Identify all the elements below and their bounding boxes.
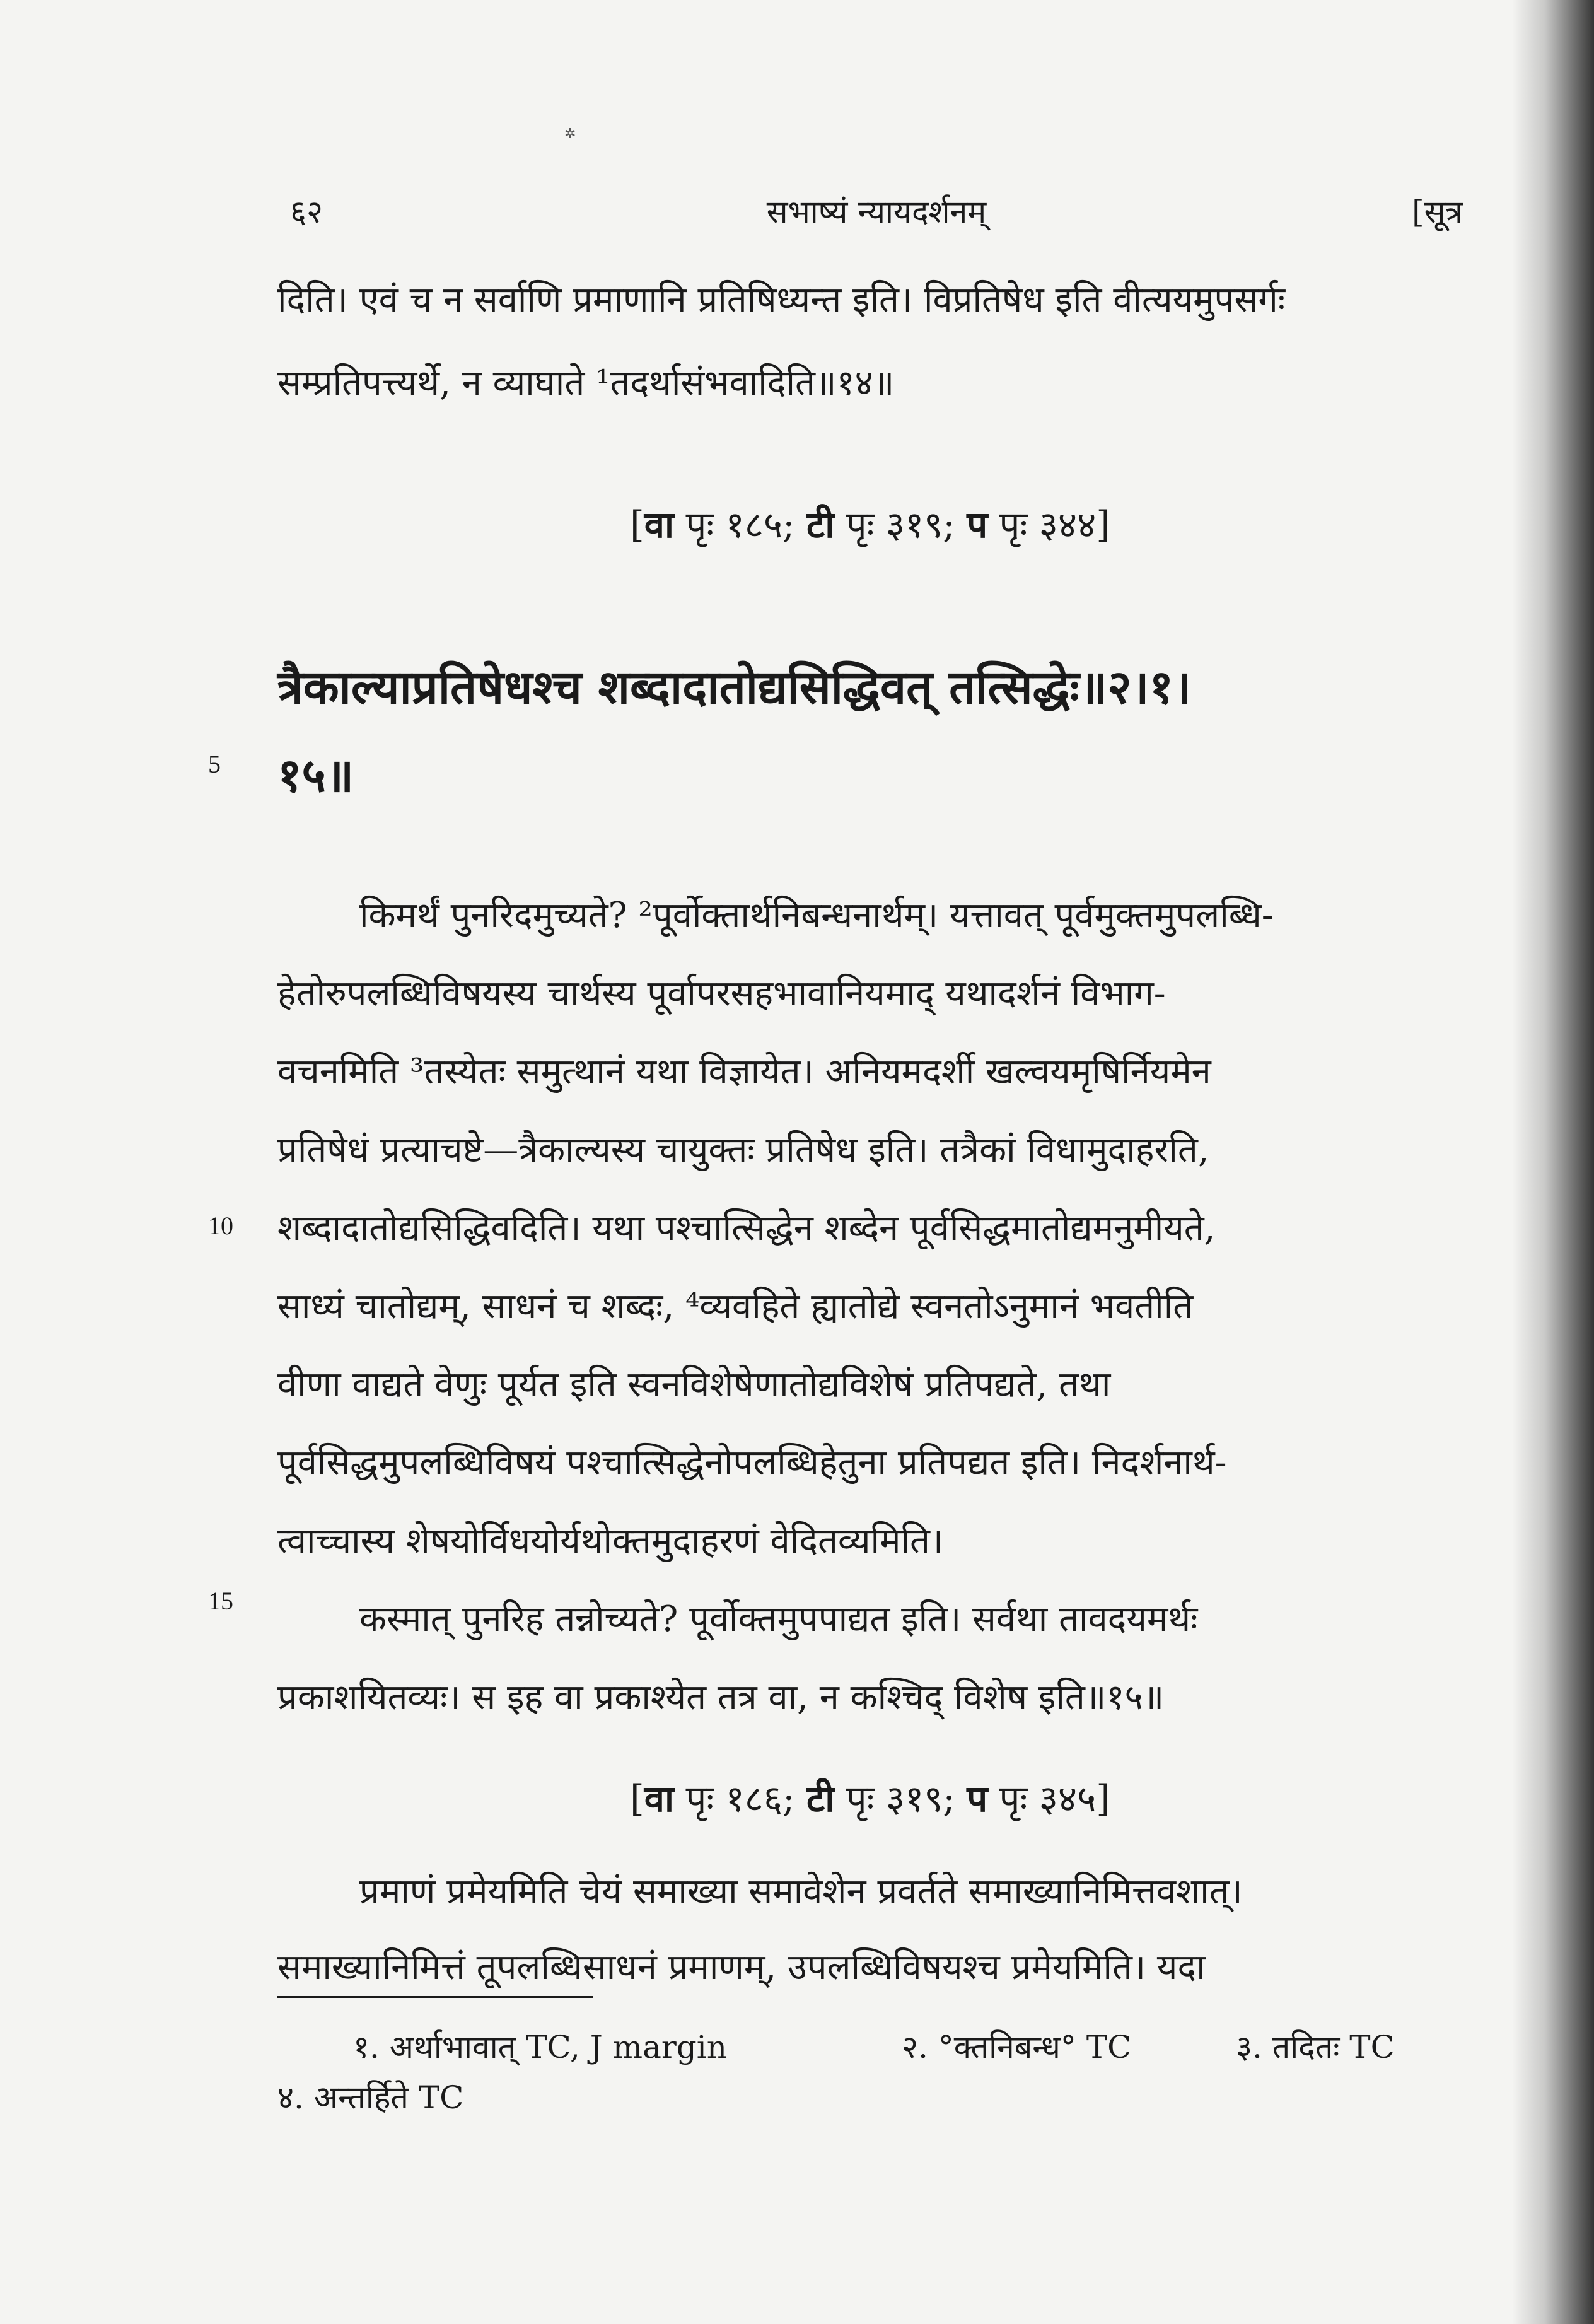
text-line: प्रमाणं प्रमेयमिति चेयं समाख्या समावेशेन प्रवर्तते समाख्यानिमित्तवशात्। bbox=[359, 1871, 1243, 1912]
text-line: कस्मात् पुनरिह तन्नोच्यते? पूर्वोक्तमुपपाद्यत इति। सर्वथा तावदयमर्थः bbox=[359, 1599, 1198, 1640]
reference-line-1: [वा पृः १८५; टी पृः ३१९; प पृः ३४४] bbox=[630, 503, 1110, 546]
page-number: ६२ bbox=[290, 194, 323, 230]
footnote-3: ३. तदितः TC bbox=[1236, 2029, 1395, 2065]
text-line: दिति। एवं च न सर्वाणि प्रमाणानि प्रतिषिध्यन्त इति। विप्रतिषेध इति वीत्ययमुपसर्गः bbox=[277, 279, 1286, 320]
text-line: सम्प्रतिपत्त्यर्थे, न व्याघाते ¹तदर्थासंभवादिति॥१४॥ bbox=[277, 363, 895, 404]
footnote-2: २. °क्तनिबन्ध° TC bbox=[902, 2029, 1132, 2065]
running-head bbox=[290, 189, 1463, 240]
page-edge-shadow bbox=[1512, 0, 1594, 2324]
text-line: त्वाच्चास्य शेषयोर्विधयोर्यथोक्तमुदाहरणं वेदितव्यमिति। bbox=[277, 1521, 944, 1562]
text-line: प्रतिषेधं प्रत्याचष्टे—त्रैकाल्यस्य चायुक्तः प्रतिषेध इति। तत्रैकां विधामुदाहरति, bbox=[277, 1130, 1209, 1171]
reference-line-2: [वा पृः १८६; टी पृः ३१९; प पृः ३४५] bbox=[630, 1777, 1110, 1820]
bhashya-text bbox=[277, 877, 1463, 1737]
sutra-heading bbox=[277, 643, 1463, 820]
ref-pa: प bbox=[967, 1777, 988, 1820]
footnote-4: ४. अन्तर्हिते TC bbox=[277, 2079, 464, 2116]
sutra-line: त्रैकाल्याप्रतिषेधश्च शब्दादातोद्यसिद्धिवत् तत्सिद्धेः॥२।१। bbox=[277, 660, 1192, 715]
text-line: किमर्थं पुनरिदमुच्यते? ²पूर्वोक्तार्थनिबन्धनार्थम्। यत्तावत् पूर्वमुक्तमुपलब्धि- bbox=[359, 895, 1274, 936]
text-line: पूर्वसिद्धमुपलब्धिविषयं पश्चात्सिद्धेनोपलब्धिहेतुना प्रतिपद्यत इति। निदर्शनार्थ- bbox=[277, 1442, 1227, 1483]
ornament-mark: ✲ bbox=[564, 126, 576, 142]
ref-ti: टी bbox=[806, 1777, 835, 1820]
ref-ti: टी bbox=[806, 503, 835, 546]
sutra-line: १५॥ bbox=[277, 749, 354, 803]
footnote-1: १. अर्थाभावात् TC, J margin bbox=[353, 2029, 728, 2065]
text-line: वीणा वाद्यते वेणुः पूर्यत इति स्वनविशेषेणातोद्यविशेषं प्रतिपद्यते, तथा bbox=[277, 1364, 1111, 1405]
footnote-rule bbox=[277, 1996, 593, 1998]
text-line: साध्यं चातोद्यम्, साधनं च शब्दः, ⁴व्यवहिते ह्यातोद्ये स्वनतोऽनुमानं भवतीति bbox=[277, 1286, 1194, 1327]
text-line: शब्दादातोद्यसिद्धिवदिति। यथा पश्चात्सिद्धेन शब्देन पूर्वसिद्धमातोद्यमनुमीयते, bbox=[277, 1208, 1216, 1249]
ref-va: वा bbox=[644, 1777, 675, 1820]
text-line: वचनमिति ³तस्येतः समुत्थानं यथा विज्ञायेत। अनियमदर्शी खल्वयमृषिर्नियमेन bbox=[277, 1051, 1211, 1092]
ref-va: वा bbox=[644, 503, 675, 546]
line-number: 15 bbox=[208, 1587, 233, 1615]
text-line: समाख्यानिमित्तं तूपलब्धिसाधनं प्रमाणम्, उपलब्धिविषयश्च प्रमेयमिति। यदा bbox=[277, 1947, 1206, 1988]
section-label: [सूत्र bbox=[1412, 194, 1463, 230]
bottom-paragraph bbox=[277, 1854, 1463, 2006]
line-number: 5 bbox=[208, 750, 221, 778]
text-line: हेतोरुपलब्धिविषयस्य चार्थस्य पूर्वापरसहभावानियमाद् यथादर्शनं विभाग- bbox=[277, 973, 1166, 1014]
top-paragraph bbox=[277, 259, 1463, 425]
line-number: 10 bbox=[208, 1212, 233, 1240]
book-title: सभाष्यं न्यायदर्शनम् bbox=[766, 194, 987, 230]
ref-pa: प bbox=[967, 503, 988, 546]
text-line: प्रकाशयितव्यः। स इह वा प्रकाश्येत तत्र वा, न कश्चिद् विशेष इति॥१५॥ bbox=[277, 1677, 1165, 1718]
